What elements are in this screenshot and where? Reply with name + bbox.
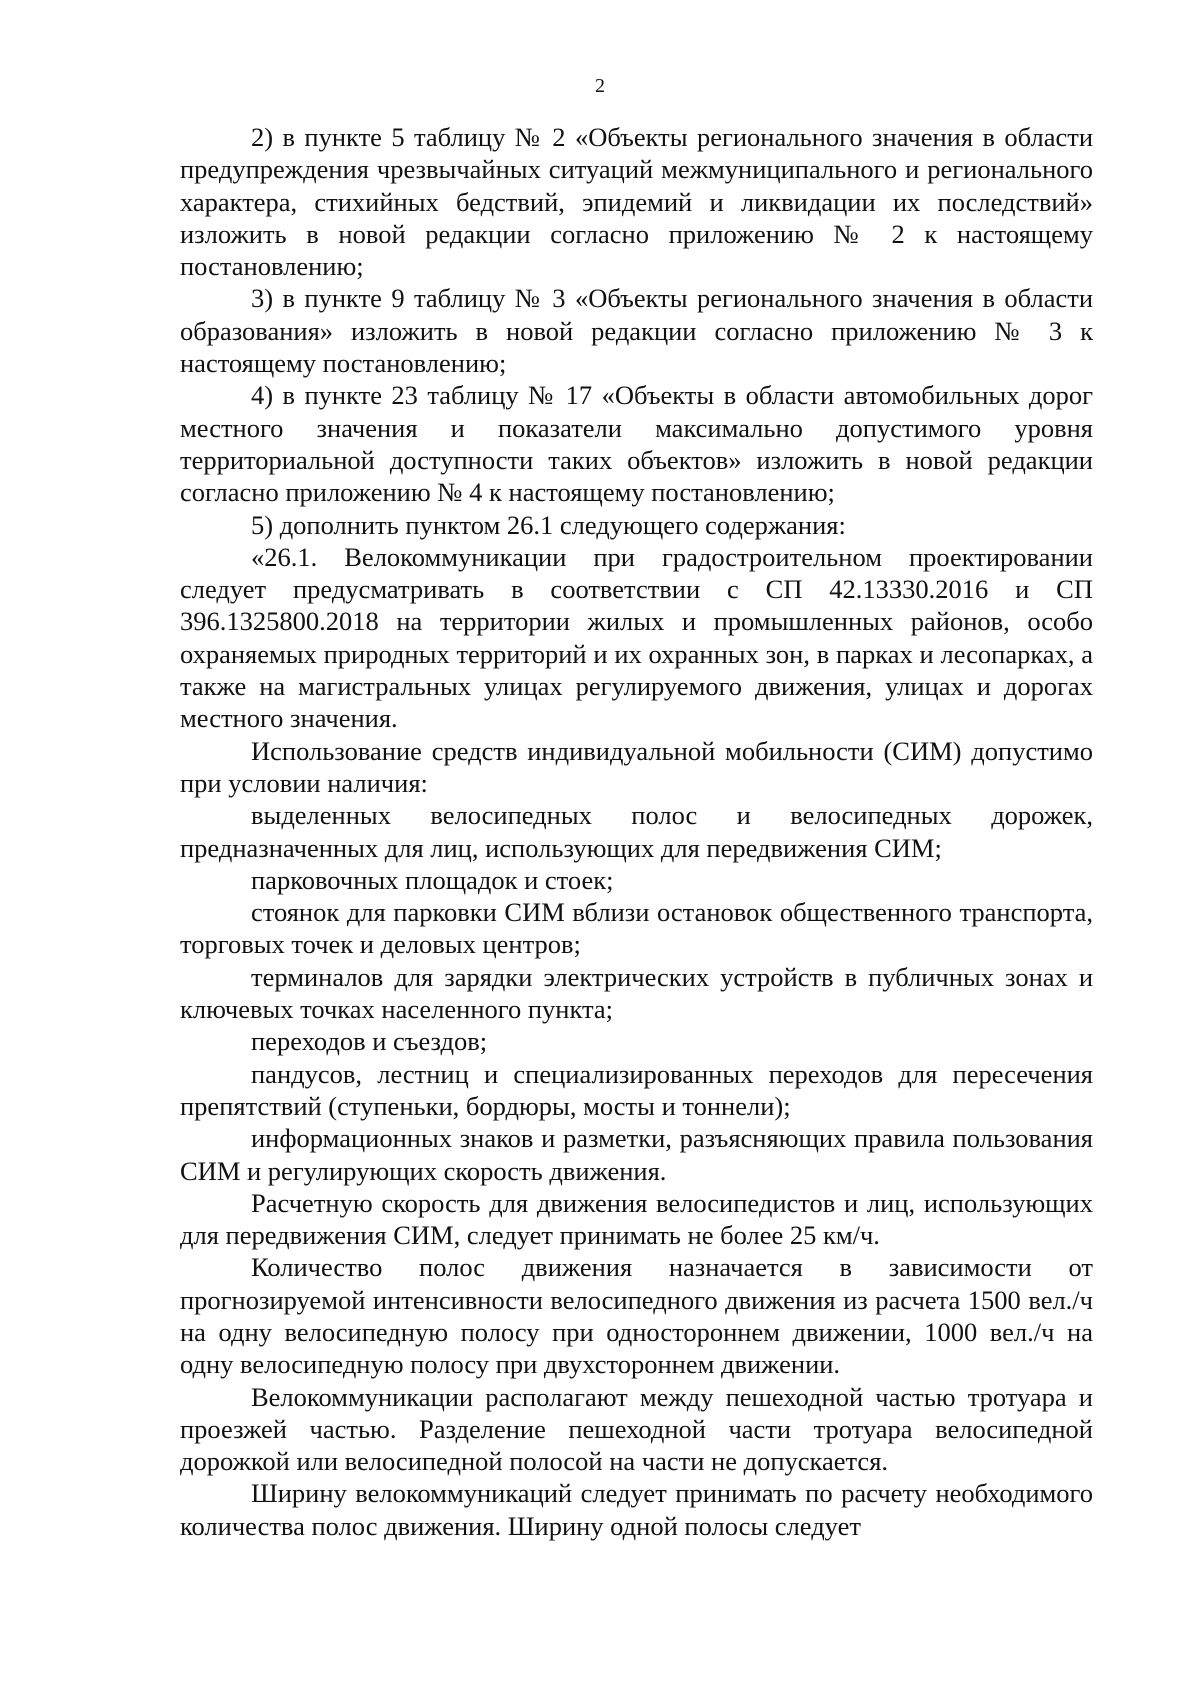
page-number: 2 [595, 75, 605, 97]
paragraph-clause-26-1: «26.1. Велокоммуникации при градостроительном проектировании следует предусматривать в соответствии с СП 42.13330.2016 и СП 396.1325800.2018 на территории жилых и промышленных районов, особо охраняемых природных территорий и их охранных зон, в парках и лесопарках, а также на магистральных улицах регулируемого движения, улицах и дорогах местного значения. [180, 541, 1093, 734]
document-body [180, 121, 1093, 1542]
paragraph-item-2: 2) в пункте 5 таблицу № 2 «Объекты регионального значения в области предупреждения чрезвычайных ситуаций межмуниципального и регионального характера, стихийных бедствий, эпидемий и ликвидации их последствий» изложить в новой редакции согласно приложению № 2 к настоящему постановлению; [180, 122, 1093, 282]
paragraph-item-4: 4) в пункте 23 таблицу № 17 «Объекты в области автомобильных дорог местного значения и показатели максимально допустимого уровня территориальной доступности таких объектов» изложить в новой редакции согласно приложению № 4 к настоящему постановлению; [180, 380, 1093, 508]
paragraph-list-bike-lanes: выделенных велосипедных полос и велосипедных дорожек, предназначенных для лиц, использующих для передвижения СИМ; [180, 800, 1093, 863]
paragraph-list-ramps: пандусов, лестниц и специализированных переходов для пересечения препятствий (ступеньки, бордюры, мосты и тоннели); [180, 1058, 1093, 1121]
paragraph-speed: Расчетную скорость для движения велосипедистов и лиц, использующих для передвижения СИМ, следует принимать не более 25 км/ч. [180, 1187, 1093, 1251]
paragraph-lanes-count: Количество полос движения назначается в зависимости от прогнозируемой интенсивности велосипедного движения из расчета 1500 вел./ч на одну велосипедную полосу при одностороннем движении, 1000 вел./ч на одну велосипедную полосу при двухстороннем движении. [180, 1252, 1093, 1380]
paragraph-item-3: 3) в пункте 9 таблицу № 3 «Объекты регионального значения в области образования» изложить в новой редакции согласно приложению № 3 к настоящему постановлению; [180, 283, 1093, 379]
paragraph-list-crossings: переходов и съездов; [251, 1026, 488, 1057]
paragraph-sim-usage: Использование средств индивидуальной мобильности (СИМ) допустимо при условии наличия: [180, 735, 1093, 798]
paragraph-list-sim-parking: стоянок для парковки СИМ вблизи остановок общественного транспорта, торговых точек и деловых центров; [180, 897, 1093, 960]
paragraph-list-signs: информационных знаков и разметки, разъясняющих правила пользования СИМ и регулирующих скорость движения. [180, 1123, 1093, 1186]
paragraph-placement: Велокоммуникации располагают между пешеходной частью тротуара и проезжей частью. Разделение пешеходной части тротуара велосипедной дорожкой или велосипедной полосой на части не допускается. [180, 1381, 1093, 1477]
paragraph-width: Ширину велокоммуникаций следует принимать по расчету необходимого количества полос движения. Ширину одной полосы следует [180, 1478, 1093, 1541]
paragraph-item-5: 5) дополнить пунктом 26.1 следующего содержания: [251, 509, 846, 540]
paragraph-list-parking-areas: парковочных площадок и стоек; [251, 864, 614, 895]
paragraph-list-charging: терминалов для зарядки электрических устройств в публичных зонах и ключевых точках населенного пункта; [180, 961, 1093, 1025]
